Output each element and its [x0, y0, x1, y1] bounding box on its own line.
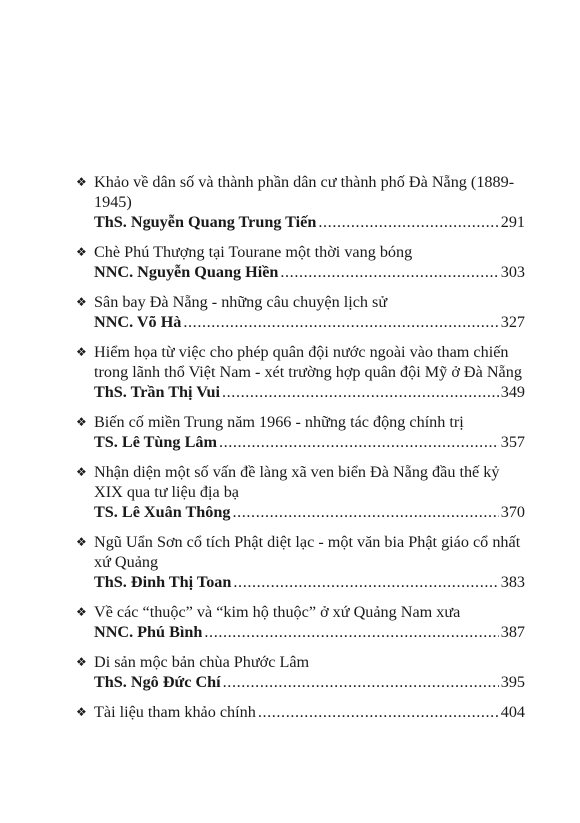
entry-page-number: 357 [500, 433, 525, 451]
entry-author-line [77, 572, 525, 592]
entry-title-line [77, 462, 525, 502]
entry-page-number: 303 [500, 263, 525, 281]
entry-title: Hiểm họa từ việc cho phép quân đội nước ngoài vào tham chiến trong lãnh thổ Việt Nam - xét trường hợp quân đội Mỹ ở Đà Nẵng [94, 343, 522, 381]
entry-title: Sân bay Đà Nẵng - những câu chuyện lịch sử [94, 293, 388, 311]
entry-author-line [77, 672, 525, 692]
entry-author: NNC. Phú Bình [94, 623, 203, 641]
entry-title: Ngũ Uẩn Sơn cổ tích Phật diệt lạc - một văn bia Phật giáo cổ nhất xứ Quảng [94, 533, 521, 571]
entry-page-number: 291 [500, 213, 525, 231]
toc-entry [77, 412, 525, 452]
entry-title-line [77, 242, 525, 262]
toc-entry [77, 172, 525, 232]
entry-author: TS. Lê Tùng Lâm [94, 433, 217, 451]
dot-leader [232, 502, 498, 522]
entry-author-line [77, 622, 525, 642]
diamond-bullet-icon: ❖ [76, 295, 87, 309]
entry-author-line [77, 502, 525, 522]
entry-title: Chè Phú Thượng tại Tourane một thời vang bóng [94, 243, 413, 261]
entry-title: Nhận diện một số vấn đề làng xã ven biển Đà Nẵng đầu thế kỷ XIX qua tư liệu địa bạ [94, 463, 500, 501]
entry-page-number: 395 [500, 673, 525, 691]
entry-author: ThS. Đinh Thị Toan [94, 573, 232, 591]
diamond-bullet-icon: ❖ [76, 175, 87, 189]
toc-entry [77, 342, 525, 402]
dot-leader [204, 622, 498, 642]
toc-entry [77, 602, 525, 642]
dot-leader [233, 572, 498, 592]
dot-leader [258, 702, 499, 722]
diamond-bullet-icon: ❖ [76, 345, 87, 359]
entry-page-number: 370 [500, 503, 525, 521]
dot-leader [223, 672, 499, 692]
entry-author: TS. Lê Xuân Thông [94, 503, 231, 521]
toc-entry [77, 292, 525, 332]
entry-page-number: 404 [500, 703, 525, 721]
entry-author: ThS. Nguyễn Quang Trung Tiến [94, 213, 317, 231]
dot-leader [318, 212, 498, 232]
toc-entry [77, 242, 525, 282]
toc-entry [77, 462, 525, 522]
diamond-bullet-icon: ❖ [76, 705, 87, 719]
diamond-bullet-icon: ❖ [76, 415, 87, 429]
entry-page-number: 383 [500, 573, 525, 591]
table-of-contents [77, 172, 525, 732]
diamond-bullet-icon: ❖ [76, 465, 87, 479]
entry-author-line [77, 382, 525, 402]
entry-author-line [77, 312, 525, 332]
diamond-bullet-icon: ❖ [76, 535, 87, 549]
toc-entry-references [77, 702, 525, 722]
entry-title: Biến cố miền Trung năm 1966 - những tác động chính trị [94, 413, 464, 431]
entry-title-line [77, 702, 525, 722]
entry-author-line [77, 212, 525, 232]
entry-author: ThS. Trần Thị Vui [94, 383, 220, 401]
entry-title-line [77, 602, 525, 622]
entry-title: Về các “thuộc” và “kim hộ thuộc” ở xứ Quảng Nam xưa [94, 603, 461, 621]
entry-title-line [77, 342, 525, 382]
entry-author: NNC. Nguyễn Quang Hiền [94, 263, 279, 281]
diamond-bullet-icon: ❖ [76, 655, 87, 669]
entry-author: ThS. Ngô Đức Chí [94, 673, 221, 691]
entry-title-line [77, 292, 525, 312]
entry-title-line [77, 652, 525, 672]
entry-page-number: 387 [500, 623, 525, 641]
entry-title: Tài liệu tham khảo chính [94, 703, 256, 721]
entry-title-line [77, 532, 525, 572]
entry-title-line [77, 172, 525, 212]
entry-title-line [77, 412, 525, 432]
toc-entry [77, 532, 525, 592]
dot-leader [280, 262, 498, 282]
entry-author: NNC. Võ Hà [94, 313, 182, 331]
entry-author-line [77, 262, 525, 282]
dot-leader [219, 432, 499, 452]
toc-entry [77, 652, 525, 692]
entry-author-line [77, 432, 525, 452]
entry-page-number: 349 [500, 383, 525, 401]
entry-title: Khảo về dân số và thành phần dân cư thành phố Đà Nẵng (1889-1945) [94, 173, 515, 211]
diamond-bullet-icon: ❖ [76, 605, 87, 619]
dot-leader [183, 312, 498, 332]
entry-page-number: 327 [500, 313, 525, 331]
diamond-bullet-icon: ❖ [76, 245, 87, 259]
dot-leader [222, 382, 499, 402]
entry-title: Di sản mộc bản chùa Phước Lâm [94, 653, 310, 671]
